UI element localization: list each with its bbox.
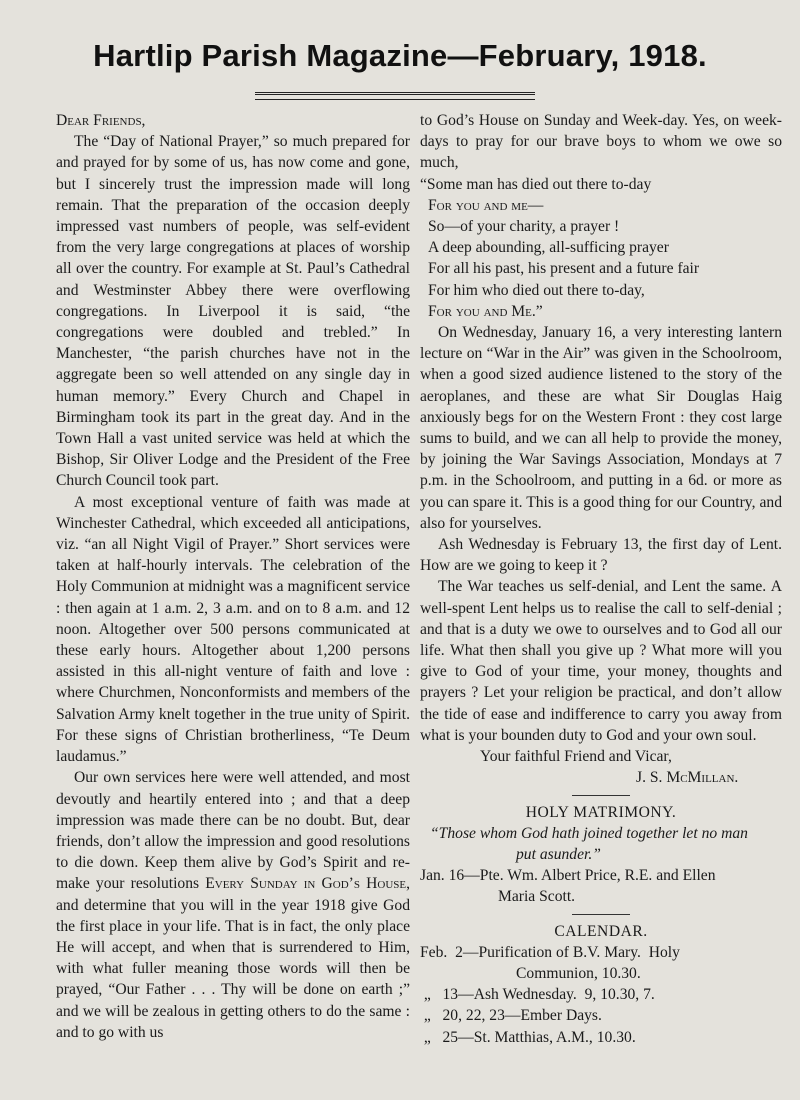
paragraph-ash-wednesday: Ash Wednesday is February 13, the first day of Lent. How are we going to keep it ? (420, 536, 782, 575)
left-column (56, 110, 410, 1043)
calendar-item-cont: Communion, 10.30. (516, 964, 641, 982)
section-divider (572, 795, 630, 796)
masthead-rule (255, 92, 535, 99)
verse-line: For all his past, his present and a future fair (428, 260, 700, 278)
matrimony-entry-cont: Maria Scott. (498, 888, 576, 906)
poem-verse (420, 174, 782, 322)
matrimony-quote-line: put asunder.” (516, 845, 601, 863)
section-divider (572, 914, 630, 915)
matrimony-quote-line: “Those whom God hath joined together let no man (430, 824, 748, 842)
verse-line: “Some man has died out there to-day (420, 175, 652, 193)
paragraph-our-services (56, 767, 410, 1043)
paragraph-winchester: A most exceptional venture of faith was made at Winchester Cathedral, which exceeded all anticipations, viz. “an all Night Vigil of Prayer.” Short services were taken at half-hourly intervals. The celebration of the Holy Communion at midnight was a magnificent service : then again at 1 a.m. 2, 3 a.m. and on to 8 a.m. and 12 noon. Altogether over 500 persons communicated at these early hours. Altogether about 1,200 persons assisted in this all-night venture of faith and love : where Churchmen, Nonconformists and members of the Salvation Army knelt together in the true unity of Spirit. For these signs of Christian brotherliness, “Te Deum laudamus.” (56, 493, 410, 766)
paragraph-our-services-text: Our own services here were well attended, and most devoutly and heartily entered into ; and that a deep impression was made there can be no doubt. But, dear friends, don’t allow the impression and good resolutions to die down. Keep them alive by God’s Spirit and re-make your resolutions (56, 769, 410, 893)
masthead-title: Hartlip Parish Magazine—February, 1918. (93, 38, 707, 73)
verse-line: For you and me— (428, 196, 544, 214)
calendar-item: Feb. 2—Purification of B.V. Mary. Holy (420, 943, 680, 961)
calendar-item: „ 13—Ash Wednesday. 9, 10.30, 7. (420, 986, 655, 1004)
calendar-heading: CALENDAR. (554, 922, 648, 940)
every-sunday-emphasis: Every Sunday in God’s House (205, 875, 407, 893)
continuation-text: to God’s House on Sunday and Week-day. Yes, on week-days to pray for our brave boys to whom we owe so much, (420, 112, 782, 172)
closing-line: Your faithful Friend and Vicar, (480, 748, 672, 766)
paragraph-lantern-lecture: On Wednesday, January 16, a very interesting lantern lecture on “War in the Air” was given in the Schoolroom, when a good sized audience listened to the story of the aeroplanes, and these are what Sir Douglas Haig anxiously begs for on the Western Front : they cost large sums to build, and we can all help to provide the money, by joining the War Savings Association, Mondays at 7 p.m. in the Schoolroom, and putting in a 6d. or more as you can spare it. This is a good thing for our Country, and also for yourselves. (420, 324, 782, 532)
right-column (420, 110, 782, 1048)
paragraph-day-of-prayer: The “Day of National Prayer,” so much prepared for and prayed for by some of us, has now come and gone, but I sincerely trust the impression made will long remain. That the preparation of the occasion deeply impressed vast numbers of people, was self-evident from the very large congregations at places of worship all over the country. For example at St. Paul’s Cathedral and Westminster Abbey there were overflowing congregations. In Liverpool it is said, “the congregations were doubled and trebled.” In Manchester, “the parish churches have not in the aggregate been so well attended on any single day in human memory.” Every Church and Chapel in Birmingham took its part in the great day. And in the Town Hall a vast united service was held at which the Bishop, Sir Oliver Lodge and the President of the Free Church Council took part. (56, 133, 410, 490)
calendar-item: „ 25—St. Matthias, A.M., 10.30. (420, 1028, 636, 1046)
paragraph-lent: The War teaches us self-denial, and Lent the same. A well-spent Lent helps us to realise the call to self-denial ; and that is a duty we owe to ourselves and to God all our life. What then shall you give up ? What more will you give to God of your time, your money, thoughts and prayers ? Let your religion be practical, and don’t allow the tide of ease and indifference to carry you away from what is your bounden duty to God and your own soul. (420, 578, 782, 744)
vicar-signature: J. S. McMillan. (636, 769, 739, 787)
verse-line: For you and Me.” (428, 302, 543, 320)
salutation: Dear Friends, (56, 112, 146, 129)
verse-line: So—of your charity, a prayer ! (428, 218, 620, 236)
masthead-rule-thin (255, 99, 535, 100)
calendar-item: „ 20, 22, 23—Ember Days. (420, 1007, 602, 1025)
verse-line: A deep abounding, all-sufficing prayer (428, 239, 669, 257)
matrimony-entry: Jan. 16—Pte. Wm. Albert Price, R.E. and Ellen (420, 867, 716, 885)
holy-matrimony-heading: HOLY MATRIMONY. (525, 803, 677, 821)
paragraph-our-services-end: , and determine that you will in the year 1918 give God the first place in your life. That is in fact, the only place He will accept, and when that is surrendered to Him, with what fuller meaning those words will then be prayed, “Our Father . . . Thy will be done on earth ;” and we will be zealous in getting others to do the same : and to go with us (56, 875, 411, 1041)
verse-line: For him who died out there to-day, (428, 281, 645, 299)
